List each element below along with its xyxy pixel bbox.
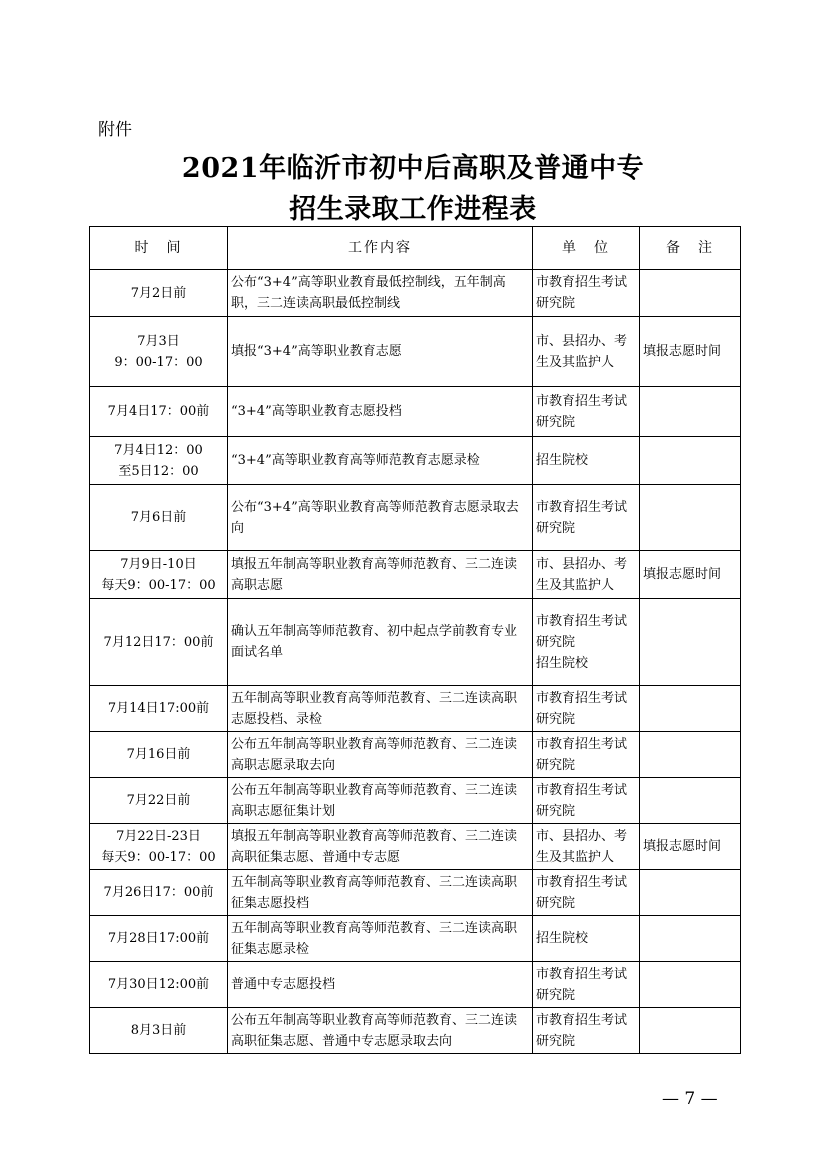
- cell-time: 7月3日 9：00-17：00: [90, 317, 228, 387]
- table-header-row: [90, 227, 741, 270]
- cell-note: [640, 962, 741, 1008]
- cell-time: 7月14日17:00前: [90, 686, 228, 732]
- table-row: [90, 870, 741, 916]
- cell-content: 五年制高等职业教育高等师范教育、三二连读高职征集志愿录检: [228, 916, 533, 962]
- cell-note: [640, 437, 741, 485]
- cell-time: 7月16日前: [90, 732, 228, 778]
- cell-content: 公布“3+4”高等职业教育最低控制线，五年制高职，三二连读高职最低控制线: [228, 270, 533, 317]
- cell-content: “3+4”高等职业教育高等师范教育志愿录检: [228, 437, 533, 485]
- cell-unit: 市教育招生考试研究院: [533, 387, 640, 437]
- table-row: [90, 437, 741, 485]
- cell-time: 7月4日17：00前: [90, 387, 228, 437]
- table-row: [90, 732, 741, 778]
- cell-unit: 市、县招办、考生及其监护人: [533, 824, 640, 870]
- cell-content: 普通中专志愿投档: [228, 962, 533, 1008]
- cell-time: 7月30日12:00前: [90, 962, 228, 1008]
- cell-unit: 市教育招生考试研究院: [533, 962, 640, 1008]
- cell-time: 8月3日前: [90, 1008, 228, 1054]
- cell-unit: 市教育招生考试研究院: [533, 732, 640, 778]
- cell-time: 7月4日12：00 至5日12：00: [90, 437, 228, 485]
- cell-unit: 招生院校: [533, 437, 640, 485]
- cell-unit: 市教育招生考试研究院: [533, 870, 640, 916]
- cell-time: 7月28日17:00前: [90, 916, 228, 962]
- cell-unit: 市、县招办、考生及其监护人: [533, 317, 640, 387]
- table-row: [90, 270, 741, 317]
- cell-unit: 市、县招办、考生及其监护人: [533, 551, 640, 599]
- cell-time: 7月22日-23日 每天9：00-17：00: [90, 824, 228, 870]
- cell-content: 五年制高等职业教育高等师范教育、三二连读高职征集志愿投档: [228, 870, 533, 916]
- cell-note: [640, 485, 741, 551]
- header-note: 备 注: [640, 227, 741, 270]
- cell-note: [640, 599, 741, 686]
- header-time: 时 间: [90, 227, 228, 270]
- table-row: [90, 1008, 741, 1054]
- table-row: [90, 778, 741, 824]
- cell-unit: 市教育招生考试研究院: [533, 485, 640, 551]
- table-row: [90, 551, 741, 599]
- header-content: 工作内容: [228, 227, 533, 270]
- page-number: — 7 —: [662, 1089, 718, 1109]
- document-title-line2: 招生录取工作进程表: [289, 194, 537, 225]
- cell-content: “3+4”高等职业教育志愿投档: [228, 387, 533, 437]
- cell-content: 公布五年制高等职业教育高等师范教育、三二连读高职征集志愿、普通中专志愿录取去向: [228, 1008, 533, 1054]
- cell-time: 7月2日前: [90, 270, 228, 317]
- cell-note: [640, 270, 741, 317]
- cell-content: 填报“3+4”高等职业教育志愿: [228, 317, 533, 387]
- table-row: [90, 916, 741, 962]
- attachment-label: 附件: [98, 120, 132, 140]
- table-row: [90, 686, 741, 732]
- table-row: [90, 599, 741, 686]
- cell-note: 填报志愿时间: [640, 317, 741, 387]
- table-row: [90, 387, 741, 437]
- cell-time: 7月26日17：00前: [90, 870, 228, 916]
- table-row: [90, 824, 741, 870]
- cell-time: 7月6日前: [90, 485, 228, 551]
- cell-time: 7月12日17：00前: [90, 599, 228, 686]
- cell-time: 7月9日-10日 每天9：00-17：00: [90, 551, 228, 599]
- cell-note: [640, 387, 741, 437]
- document-title-line1: 2021年临沂市初中后高职及普通中专: [181, 153, 645, 184]
- table-row: [90, 962, 741, 1008]
- cell-unit: 招生院校: [533, 916, 640, 962]
- cell-content: 公布五年制高等职业教育高等师范教育、三二连读高职志愿录取去向: [228, 732, 533, 778]
- cell-unit: 市教育招生考试研究院 招生院校: [533, 599, 640, 686]
- header-unit: 单 位: [533, 227, 640, 270]
- cell-note: [640, 732, 741, 778]
- cell-unit: 市教育招生考试研究院: [533, 778, 640, 824]
- schedule-table: [89, 226, 741, 1054]
- table-row: [90, 485, 741, 551]
- cell-note: 填报志愿时间: [640, 551, 741, 599]
- table-row: [90, 317, 741, 387]
- cell-note: [640, 870, 741, 916]
- cell-note: 填报志愿时间: [640, 824, 741, 870]
- cell-time: 7月22日前: [90, 778, 228, 824]
- cell-content: 公布“3+4”高等职业教育高等师范教育志愿录取去向: [228, 485, 533, 551]
- cell-unit: 市教育招生考试研究院: [533, 1008, 640, 1054]
- cell-content: 五年制高等职业教育高等师范教育、三二连读高职志愿投档、录检: [228, 686, 533, 732]
- cell-note: [640, 686, 741, 732]
- cell-content: 确认五年制高等师范教育、初中起点学前教育专业面试名单: [228, 599, 533, 686]
- cell-note: [640, 1008, 741, 1054]
- cell-note: [640, 778, 741, 824]
- cell-content: 填报五年制高等职业教育高等师范教育、三二连读高职志愿: [228, 551, 533, 599]
- cell-note: [640, 916, 741, 962]
- cell-unit: 市教育招生考试研究院: [533, 270, 640, 317]
- cell-content: 公布五年制高等职业教育高等师范教育、三二连读高职志愿征集计划: [228, 778, 533, 824]
- cell-content: 填报五年制高等职业教育高等师范教育、三二连读高职征集志愿、普通中专志愿: [228, 824, 533, 870]
- cell-unit: 市教育招生考试研究院: [533, 686, 640, 732]
